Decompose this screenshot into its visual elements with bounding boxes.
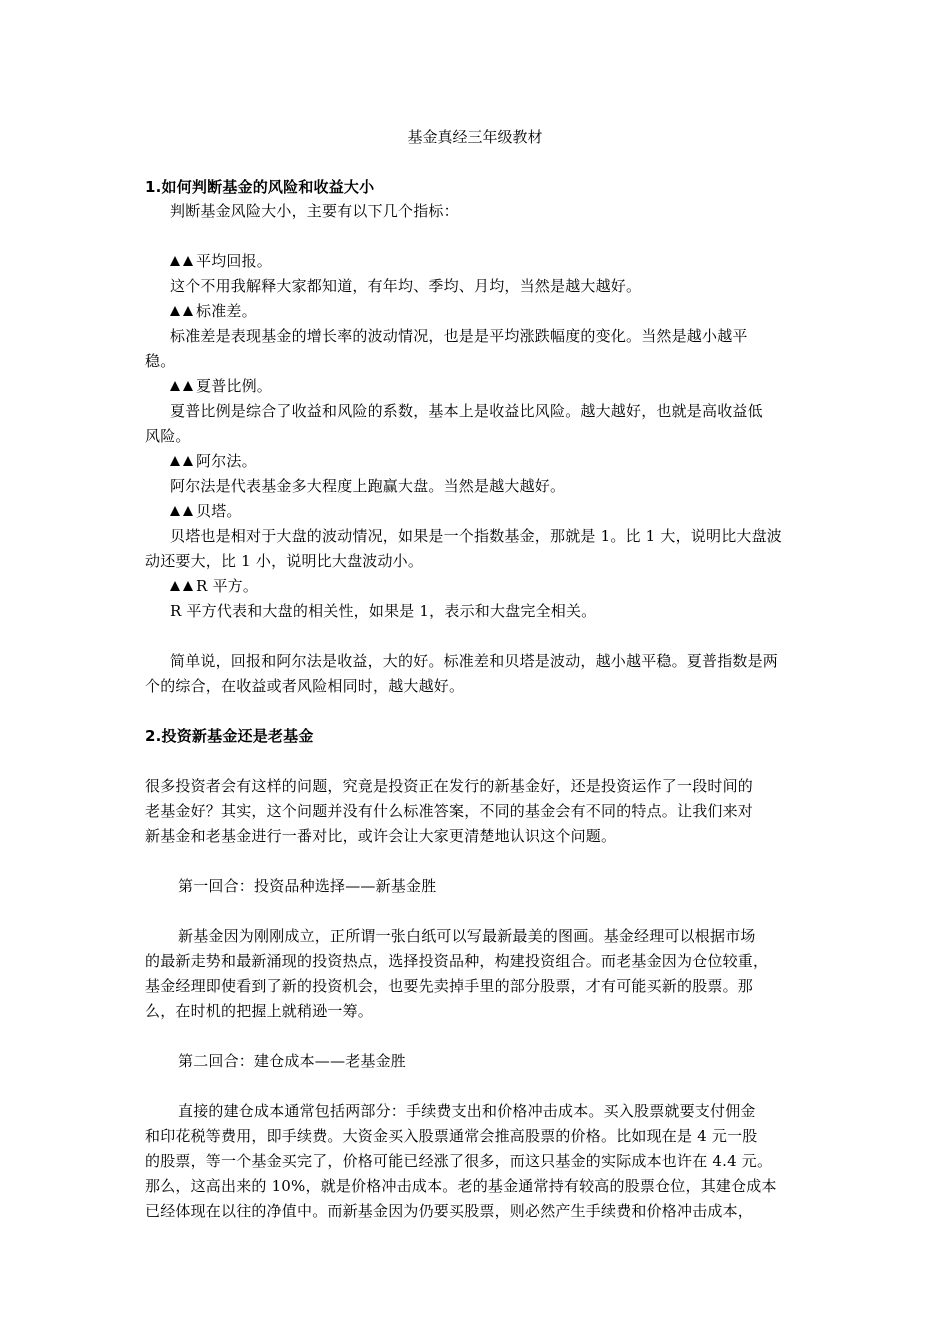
triangle-bullet-icon (170, 506, 180, 516)
section-2-heading: 2.投资新基金还是老基金 (145, 727, 314, 745)
round-1-title: 第一回合：投资品种选择——新基金胜 (178, 877, 437, 895)
triangle-bullet-icon (183, 456, 193, 466)
indicator-heading: 阿尔法。 (170, 451, 840, 471)
section-2-intro-line: 老基金好？其实，这个问题并没有什么标准答案，不同的基金会有不同的特点。让我们来对 (145, 802, 754, 820)
section-2-intro-line: 新基金和老基金进行一番对比，或许会让大家更清楚地认识这个问题。 (145, 827, 617, 845)
triangle-bullet-icon (183, 381, 193, 391)
indicator-description: 夏普比例是综合了收益和风险的系数，基本上是收益比风险。越大越好，也就是高收益低 (170, 402, 763, 420)
indicator-heading: R 平方。 (170, 576, 840, 596)
triangle-bullet-icon (183, 306, 193, 316)
indicator-heading: 平均回报。 (170, 251, 840, 271)
round-2-body-line: 那么，这高出来的 10%，就是价格冲击成本。老的基金通常持有较高的股票仓位，其建仓成本 (145, 1177, 777, 1195)
indicator-heading: 标准差。 (170, 301, 840, 321)
indicator-description: 动还要大，比 1 小，说明比大盘波动小。 (145, 552, 424, 570)
triangle-bullet-icon (170, 381, 180, 391)
indicator-description: 阿尔法是代表基金多大程度上跑赢大盘。当然是越大越好。 (170, 477, 566, 495)
summary-line: 简单说，回报和阿尔法是收益，大的好。标准差和贝塔是波动，越小越平稳。夏普指数是两 (170, 652, 779, 670)
summary-line: 个的综合，在收益或者风险相同时，越大越好。 (145, 677, 465, 695)
triangle-bullet-icon (183, 256, 193, 266)
triangle-bullet-icon (170, 456, 180, 466)
round-2-body-line: 直接的建仓成本通常包括两部分：手续费支出和价格冲击成本。买入股票就要支付佣金 (178, 1102, 756, 1120)
round-2-body-line: 的股票，等一个基金买完了，价格可能已经涨了很多，而这只基金的实际成本也许在 4.4 元。 (145, 1152, 773, 1170)
indicator-heading: 夏普比例。 (170, 376, 840, 396)
section-1-heading: 1.如何判断基金的风险和收益大小 (145, 178, 375, 196)
triangle-bullet-icon (170, 256, 180, 266)
triangle-bullet-icon (170, 581, 180, 591)
section-1-intro: 判断基金风险大小，主要有以下几个指标： (170, 202, 459, 220)
indicator-description: 贝塔也是相对于大盘的波动情况，如果是一个指数基金，那就是 1。比 1 大，说明比大盘波 (170, 527, 782, 545)
round-2-body-line: 和印花税等费用，即手续费。大资金买入股票通常会推高股票的价格。比如现在是 4 元一股 (145, 1127, 758, 1145)
indicator-description: 稳。 (145, 352, 176, 370)
section-2-intro-line: 很多投资者会有这样的问题，究竟是投资正在发行的新基金好，还是投资运作了一段时间的 (145, 777, 754, 795)
triangle-bullet-icon (183, 506, 193, 516)
triangle-bullet-icon (170, 306, 180, 316)
indicator-heading: 贝塔。 (170, 501, 840, 521)
indicator-description: R 平方代表和大盘的相关性，如果是 1，表示和大盘完全相关。 (170, 602, 597, 620)
round-2-title: 第二回合：建仓成本——老基金胜 (178, 1052, 407, 1070)
indicator-description: 这个不用我解释大家都知道，有年均、季均、月均，当然是越大越好。 (170, 277, 642, 295)
indicator-description: 标准差是表现基金的增长率的波动情况，也是是平均涨跌幅度的变化。当然是越小越平 (170, 327, 748, 345)
indicator-description: 风险。 (145, 427, 191, 445)
round-1-body-line: 新基金因为刚刚成立，正所谓一张白纸可以写最新最美的图画。基金经理可以根据市场 (178, 927, 756, 945)
round-2-body-line: 已经体现在以往的净值中。而新基金因为仍要买股票，则必然产生手续费和价格冲击成本， (145, 1202, 754, 1220)
round-1-body-line: 的最新走势和最新涌现的投资热点，选择投资品种，构建投资组合。而老基金因为仓位较重， (145, 952, 769, 970)
round-1-body-line: 基金经理即使看到了新的投资机会，也要先卖掉手里的部分股票，才有可能买新的股票。那 (145, 977, 754, 995)
round-1-body-line: 么，在时机的把握上就稍逊一筹。 (145, 1002, 374, 1020)
document-title: 基金真经三年级教材 (407, 128, 543, 146)
triangle-bullet-icon (183, 581, 193, 591)
